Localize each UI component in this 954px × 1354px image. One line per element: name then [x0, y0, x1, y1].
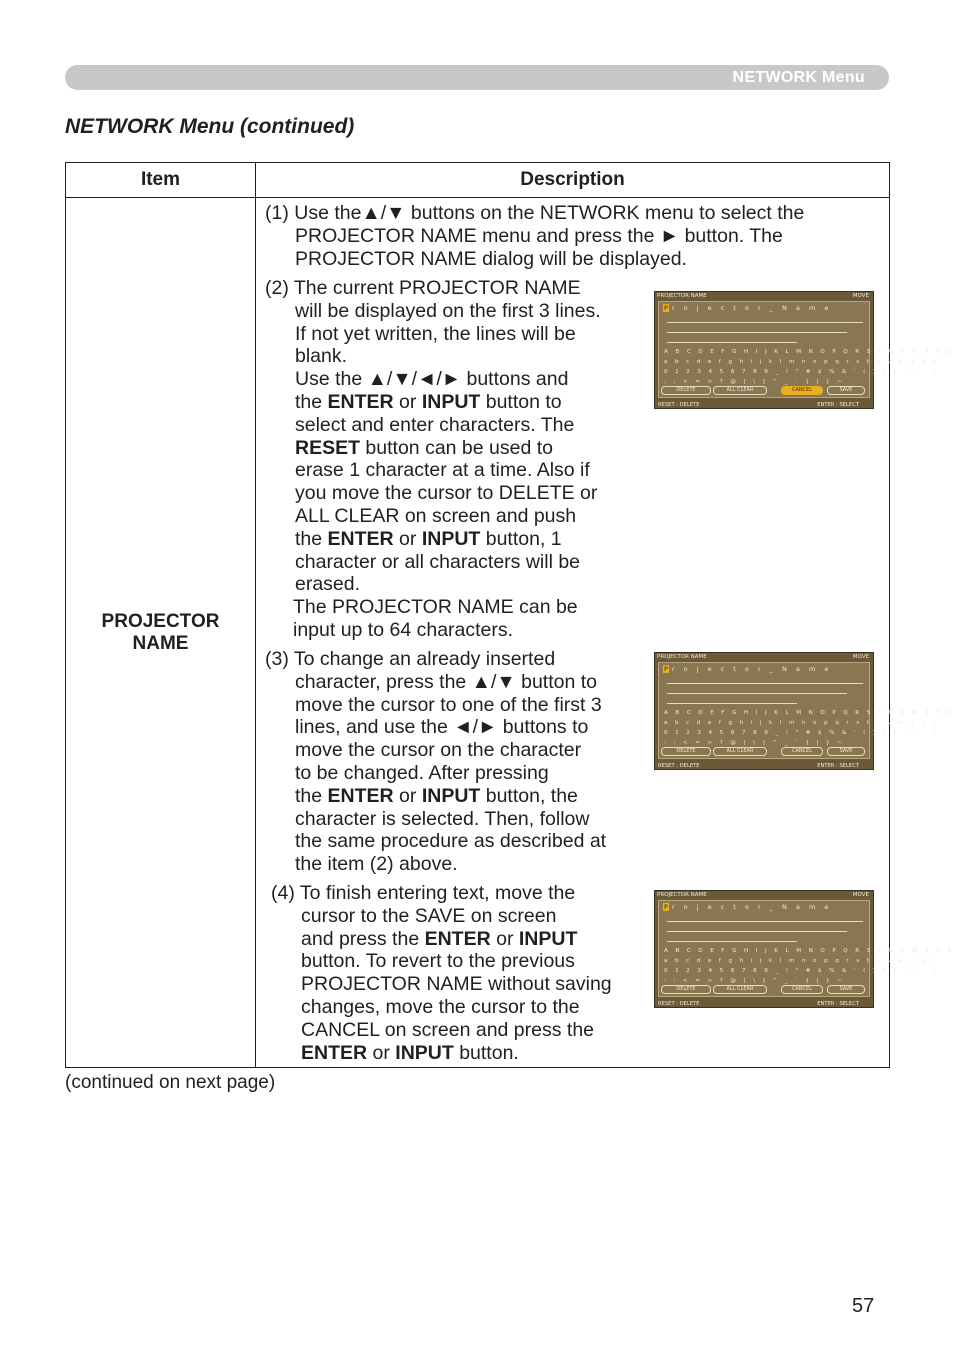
dialog-save-button: SAVE [827, 747, 865, 756]
char-row: 0 1 2 3 4 5 6 7 8 9 _ ! " # $ % & ' ( ) * + , - . / [664, 369, 939, 375]
column-header-item: Item [66, 163, 256, 198]
step-text: ENTER or INPUT button. [301, 1041, 519, 1064]
input-keyword: INPUT [421, 527, 481, 550]
projector-name-dialog-screenshot [654, 291, 954, 409]
text-cursor: P [664, 903, 668, 911]
dialog-allclear-button: ALL CLEAR [713, 747, 767, 756]
table-row [66, 198, 890, 1068]
char-row: : ; < = > ? @ [ \ ] ^ _ ` { | } ~ [664, 740, 845, 746]
enter-keyword: ENTER [327, 390, 394, 413]
input-keyword: INPUT [395, 1041, 454, 1064]
step-4 [271, 882, 612, 1064]
step-text: (2) The current PROJECTOR NAME [265, 277, 581, 299]
step-text: character is selected. Then, follow [295, 807, 590, 830]
dialog-save-button: SAVE [827, 386, 865, 395]
dialog-cancel-button: CANCEL [781, 985, 823, 994]
char-row: : ; < = > ? @ [ \ ] ^ _ ` { | } ~ [664, 379, 845, 385]
dialog-delete-button: DELETE [661, 985, 711, 994]
projector-name-dialog-screenshot [654, 652, 954, 770]
step-3 [265, 648, 606, 876]
char-row: a b c d e f g h i j k l m n o p q r s t u v w x y z [664, 359, 939, 365]
dialog-allclear-button: ALL CLEAR [713, 386, 767, 395]
step-text: move the cursor on the character [295, 739, 582, 762]
text-cursor: P [664, 304, 668, 312]
char-row: A B C D E F G H I J K L M N O P Q R S T U V W X Y Z [664, 948, 954, 954]
column-header-description: Description [256, 163, 890, 198]
step-text: character or all characters will be [295, 550, 581, 573]
dialog-delete-button: DELETE [661, 386, 711, 395]
step-text: the same procedure as described at [295, 830, 607, 853]
dialog-body [658, 301, 954, 398]
dialog-cancel-button: CANCEL [781, 386, 823, 395]
header-label: NETWORK Menu [732, 69, 865, 86]
step-text: If not yet written, the lines will be [295, 322, 576, 345]
step-text: The PROJECTOR NAME can be [293, 596, 578, 619]
continued-note: (continued on next page) [65, 1072, 276, 1093]
step-text: move the cursor to one of the first 3 [295, 693, 602, 716]
input-keyword: INPUT [518, 927, 578, 950]
dialog-save-button: SAVE [827, 985, 865, 994]
step-text: and press the ENTER or INPUT [301, 927, 578, 950]
step-text: you move the cursor to DELETE or [295, 482, 598, 505]
step-text: RESET button can be used to [295, 436, 553, 459]
step-text: (1) Use the▲/▼ buttons on the NETWORK menu to select the [265, 202, 805, 224]
enter-keyword: ENTER [424, 927, 491, 950]
input-keyword: INPUT [421, 784, 481, 807]
char-row: 0 1 2 3 4 5 6 7 8 9 _ ! " # $ % & ' ( ) * + , - . / [664, 730, 939, 736]
network-menu-table [65, 162, 954, 1068]
char-row: 0 1 2 3 4 5 6 7 8 9 _ ! " # $ % & ' ( ) * + , - . / [664, 968, 939, 974]
step-text: PROJECTOR NAME without saving [301, 973, 612, 996]
header-bar [65, 65, 889, 90]
name-line: P r o j e c t o r _ N a m e [664, 304, 832, 312]
name-line: P r o j e c t o r _ N a m e [664, 903, 832, 911]
step-text: (3) To change an already inserted [265, 648, 556, 670]
step-text: character, press the ▲/▼ button to [295, 670, 598, 693]
step-text: lines, and use the ◄/► buttons to [295, 716, 589, 739]
item-name-line1: PROJECTOR [101, 610, 220, 632]
dialog-footer-enter: ENTER : SELECT [817, 763, 859, 769]
description-cell [256, 198, 954, 1068]
dialog-footer-enter: ENTER : SELECT [817, 1001, 859, 1007]
step-text: erased. [295, 573, 361, 596]
char-row: : ; < = > ? @ [ \ ] ^ _ ` { | } ~ [664, 978, 845, 984]
section-title: NETWORK Menu (continued) [65, 115, 355, 138]
projector-name-dialog-screenshot [654, 890, 954, 1008]
step-text: CANCEL on screen and press the [301, 1018, 595, 1041]
char-row: a b c d e f g h i j k l m n o p q r s t u v w x y z [664, 958, 939, 964]
dialog-title: PROJECTOR NAME [657, 654, 707, 660]
enter-keyword: ENTER [327, 784, 394, 807]
page-number: 57 [852, 1295, 875, 1317]
dialog-title: PROJECTOR NAME [657, 293, 707, 299]
item-name-line2: NAME [132, 632, 189, 654]
step-text: to be changed. After pressing [295, 761, 549, 784]
step-text: ALL CLEAR on screen and push [295, 504, 577, 527]
step-text: erase 1 character at a time. Also if [295, 459, 590, 482]
name-line: P r o j e c t o r _ N a m e [664, 665, 832, 673]
char-row: A B C D E F G H I J K L M N O P Q R S T U V W X Y Z [664, 349, 954, 355]
step-text: the ENTER or INPUT button to [295, 390, 562, 413]
reset-keyword: RESET [295, 436, 361, 459]
step-text: PROJECTOR NAME menu and press the ► button. The [295, 224, 783, 247]
dialog-title: PROJECTOR NAME [657, 892, 707, 898]
dialog-body [658, 662, 954, 759]
table-header-row [66, 163, 890, 198]
step-text: select and enter characters. The [295, 413, 575, 436]
dialog-footer-enter: ENTER : SELECT [817, 402, 859, 408]
step-text: input up to 64 characters. [293, 618, 514, 641]
dialog-move-hint: MOVE [852, 293, 869, 299]
step-text: the item (2) above. [295, 853, 458, 876]
step-text: (4) To finish entering text, move the [271, 882, 576, 904]
dialog-footer-reset: RESET : DELETE [658, 1001, 700, 1007]
enter-keyword: ENTER [327, 527, 394, 550]
dialog-delete-button: DELETE [661, 747, 711, 756]
dialog-allclear-button: ALL CLEAR [713, 985, 767, 994]
step-2 [265, 277, 601, 642]
step-text: PROJECTOR NAME dialog will be displayed. [295, 247, 687, 270]
step-text: Use the ▲/▼/◄/► buttons and [295, 368, 569, 391]
step-text: the ENTER or INPUT button, 1 [295, 527, 562, 550]
dialog-body [658, 900, 954, 997]
dialog-move-hint: MOVE [852, 654, 869, 660]
step-text: changes, move the cursor to the [301, 995, 580, 1018]
step-1 [265, 202, 804, 270]
enter-keyword: ENTER [301, 1041, 368, 1064]
step-text: cursor to the SAVE on screen [301, 904, 557, 927]
step-text: the ENTER or INPUT button, the [295, 784, 578, 807]
item-cell [66, 198, 256, 1068]
dialog-footer-reset: RESET : DELETE [658, 402, 700, 408]
input-keyword: INPUT [421, 390, 481, 413]
char-row: A B C D E F G H I J K L M N O P Q R S T U V W X Y Z [664, 710, 954, 716]
step-text: will be displayed on the first 3 lines. [295, 299, 601, 322]
dialog-cancel-button: CANCEL [781, 747, 823, 756]
step-text: blank. [295, 345, 348, 368]
char-row: a b c d e f g h i j k l m n o p q r s t u v w x y z [664, 720, 939, 726]
step-text: button. To revert to the previous [301, 950, 575, 973]
dialog-move-hint: MOVE [852, 892, 869, 898]
text-cursor: P [664, 665, 668, 673]
dialog-footer-reset: RESET : DELETE [658, 763, 700, 769]
